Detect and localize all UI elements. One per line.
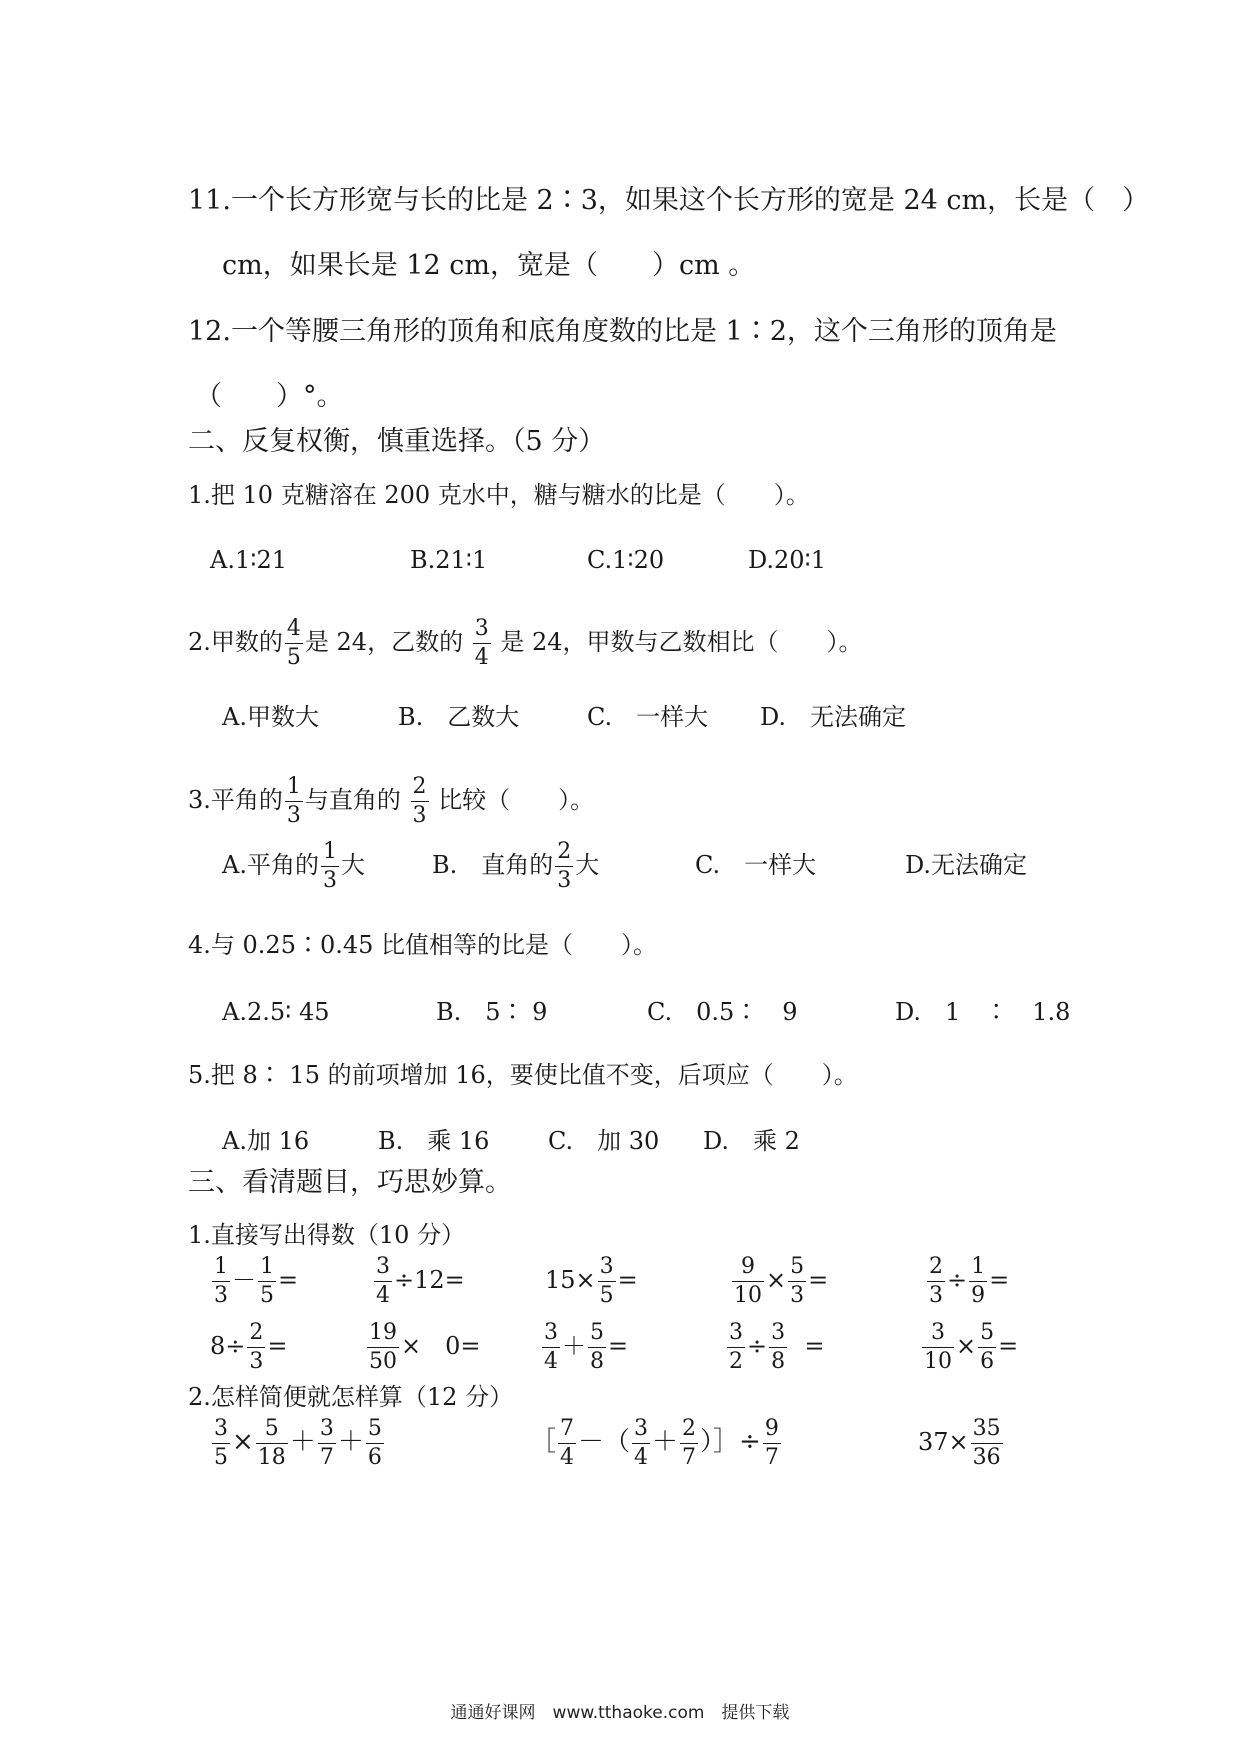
mc-q2-stem bbox=[188, 612, 863, 672]
mc-q5-option-d: D. 乘 2 bbox=[703, 1127, 800, 1155]
fraction: $\frac{1}{3}$ bbox=[286, 774, 301, 828]
sub1-title: 1.直接写出得数（10 分） bbox=[188, 1221, 466, 1249]
simplify-expr-3: 37× $\frac{35}{36}$ bbox=[918, 1416, 1001, 1470]
sub2-title: 2.怎样简便就怎样算（12 分） bbox=[188, 1383, 514, 1411]
mc-q5-stem: 5.把 8∶ 15 的前项增加 16，要使比值不变，后项应（ ）。 bbox=[188, 1061, 858, 1089]
footer-credit: 通通好课网 www.tthaoke.com 提供下载 bbox=[450, 1703, 790, 1723]
calc-r2c2: $\frac{19}{50}$ × 0= bbox=[369, 1320, 481, 1374]
section3-title: 三、看清题目，巧思妙算。 bbox=[188, 1167, 512, 1198]
mc-q2-option-d: D. 无法确定 bbox=[760, 703, 907, 731]
fraction: $\frac{2}{3}$ bbox=[557, 839, 572, 893]
mc-q4-option-d: D. 1 ∶ 1.8 bbox=[895, 998, 1071, 1026]
stem-text: 与直角的 bbox=[304, 786, 401, 814]
mc-q2-option-a: A.甲数大 bbox=[222, 703, 319, 731]
calc-r1c4: $\frac{9}{10}$ × $\frac{5}{3}$ = bbox=[734, 1254, 829, 1308]
mc-q4-option-a: A.2.5∶ 45 bbox=[222, 998, 330, 1026]
mc-q3-option-d: D.无法确定 bbox=[905, 851, 1028, 879]
mc-q1-option-d: D.20∶1 bbox=[748, 546, 827, 574]
q12-line1: 12.一个等腰三角形的顶角和底角度数的比是 1∶2，这个三角形的顶角是 bbox=[188, 316, 1057, 347]
mc-q3-option-b: B. 直角的 $\frac{2}{3}$ 大 bbox=[432, 839, 600, 893]
section2-title: 二、反复权衡，慎重选择。（5 分） bbox=[188, 426, 606, 457]
calc-r1c2: $\frac{3}{4}$ ÷12= bbox=[376, 1254, 465, 1308]
fraction: $\frac{2}{3}$ bbox=[412, 774, 427, 828]
mc-q3-option-c: C. 一样大 bbox=[695, 851, 817, 879]
fraction: $\frac{4}{5}$ bbox=[286, 616, 301, 670]
q12-line2: （ ）°。 bbox=[195, 381, 344, 412]
mc-q5-option-a: A.加 16 bbox=[222, 1127, 310, 1155]
mc-q5-option-c: C. 加 30 bbox=[548, 1127, 660, 1155]
calc-r1c3: 15× $\frac{3}{5}$ = bbox=[545, 1254, 638, 1308]
calc-r1c5: $\frac{2}{3}$ ÷ $\frac{1}{9}$ = bbox=[929, 1254, 1010, 1308]
mc-q3-stem bbox=[188, 770, 594, 830]
q11-line1: 11.一个长方形宽与长的比是 2∶3，如果这个长方形的宽是 24 cm，长是（ ） bbox=[188, 185, 1150, 216]
mc-q1-option-a: A.1∶21 bbox=[210, 546, 288, 574]
stem-text: 是 24，甲数与乙数相比（ ）。 bbox=[500, 628, 863, 656]
calc-r1c1: $\frac{1}{3}$ － $\frac{1}{5}$ = bbox=[214, 1254, 299, 1308]
simplify-expr-1: $\frac{3}{5}$ × $\frac{5}{18}$ ＋ $\frac{3}{7}$ ＋ $\frac{5}{6}$ bbox=[214, 1415, 382, 1470]
simplify-expr-2: ［ $\frac{7}{4}$ －（ $\frac{3}{4}$ ＋ $\frac{2}{7}$ ）］÷ $\frac{9}{7}$ bbox=[530, 1415, 779, 1470]
mc-q1-stem: 1.把 10 克糖溶在 200 克水中，糖与糖水的比是（ ）。 bbox=[188, 481, 810, 509]
calc-r2c1: 8÷ $\frac{2}{3}$ = bbox=[210, 1320, 288, 1374]
stem-text: 2.甲数的 bbox=[188, 628, 283, 656]
fraction: $\frac{3}{4}$ bbox=[474, 616, 489, 670]
mc-q1-option-c: C.1∶20 bbox=[587, 546, 665, 574]
stem-text: 3.平角的 bbox=[188, 786, 283, 814]
mc-q4-stem: 4.与 0.25∶0.45 比值相等的比是（ ）。 bbox=[188, 931, 658, 959]
stem-text: 是 24，乙数的 bbox=[304, 628, 464, 656]
mc-q2-option-b: B. 乙数大 bbox=[398, 703, 520, 731]
calc-r2c4: $\frac{3}{2}$ ÷ $\frac{3}{8}$ = bbox=[729, 1320, 825, 1374]
fraction: $\frac{1}{3}$ bbox=[322, 839, 337, 893]
mc-q5-option-b: B. 乘 16 bbox=[378, 1127, 490, 1155]
mc-q3-option-a: A.平角的 $\frac{1}{3}$ 大 bbox=[222, 839, 365, 893]
q11-line2: cm，如果长是 12 cm，宽是（ ）cm 。 bbox=[222, 250, 756, 281]
mc-q4-option-c: C. 0.5∶ 9 bbox=[647, 998, 798, 1026]
mc-q2-option-c: C. 一样大 bbox=[587, 703, 709, 731]
mc-q4-option-b: B. 5∶ 9 bbox=[436, 998, 548, 1026]
mc-q1-option-b: B.21∶1 bbox=[410, 546, 488, 574]
calc-r2c5: $\frac{3}{10}$ × $\frac{5}{6}$ = bbox=[924, 1320, 1019, 1374]
stem-text: 比较（ ）。 bbox=[438, 786, 595, 814]
calc-r2c3: $\frac{3}{4}$ ＋ $\frac{5}{8}$ = bbox=[544, 1320, 629, 1374]
